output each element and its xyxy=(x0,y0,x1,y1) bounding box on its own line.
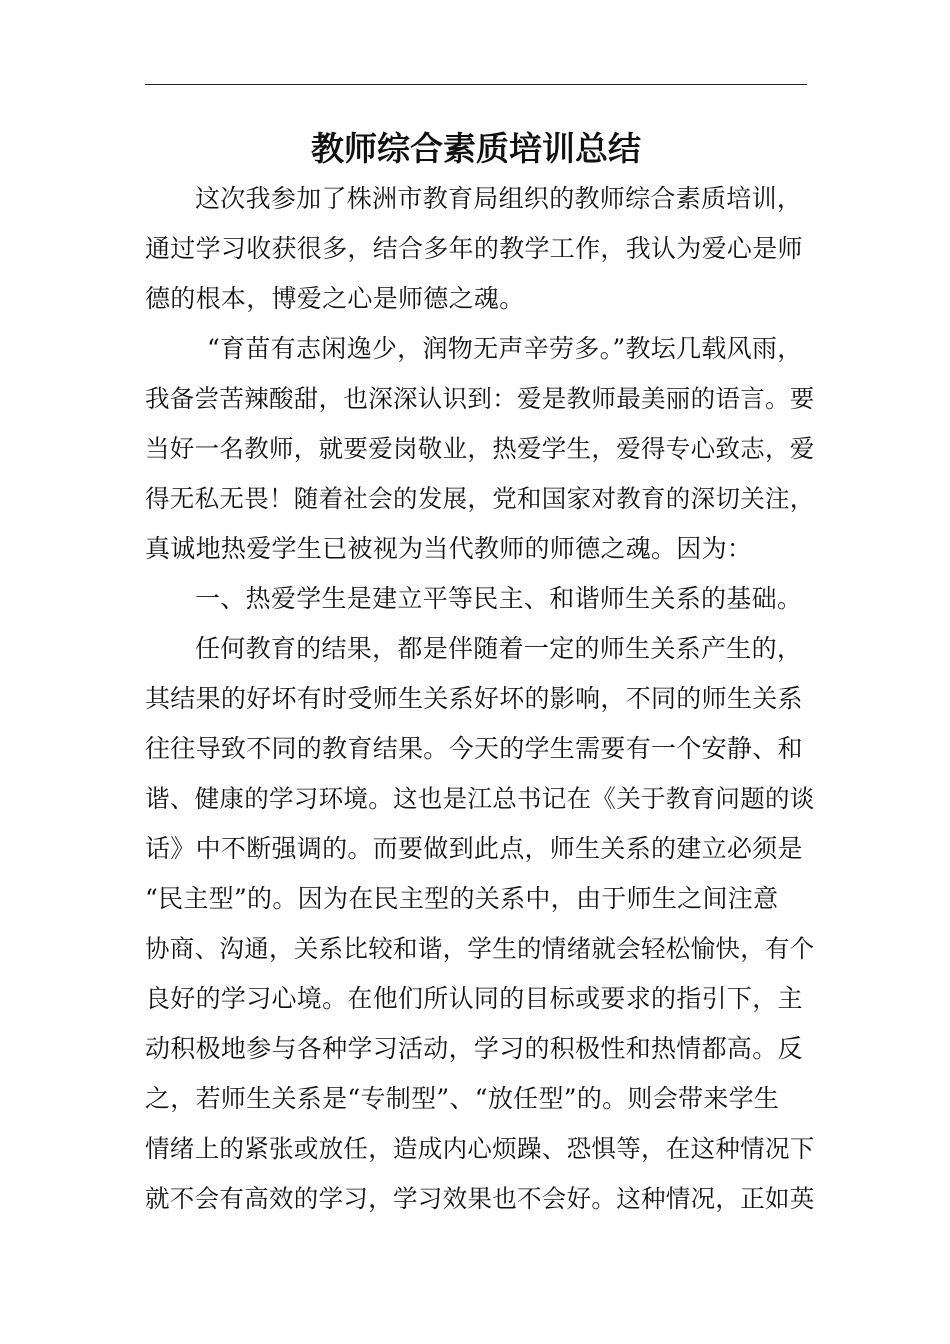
paragraph-line: 良好的学习心境。在他们所认同的目标或要求的指引下，主 xyxy=(145,984,803,1013)
paragraph-line: 其结果的好坏有时受师生关系好坏的影响，不同的师生关系 xyxy=(145,684,803,713)
paragraph-line: “育苗有志闲逸少，润物无声辛劳多。”教坛几载风雨， xyxy=(207,334,803,363)
paragraph-line: 谐、健康的学习环境。这也是江总书记在《关于教育问题的谈 xyxy=(145,784,815,813)
paragraph-line: 话》中不断强调的。而要做到此点，师生关系的建立必须是 xyxy=(145,834,803,863)
paragraph-line: 当好一名教师，就要爱岗敬业，热爱学生，爱得专心致志，爱 xyxy=(145,434,815,463)
paragraph-line: 通过学习收获很多，结合多年的教学工作，我认为爱心是师 xyxy=(145,234,803,263)
paragraph-line: 这次我参加了株洲市教育局组织的教师综合素质培训， xyxy=(195,184,803,213)
paragraph-line: 情绪上的紧张或放任，造成内心烦躁、恐惧等，在这种情况下 xyxy=(145,1134,815,1163)
paragraph-line: 往往导致不同的教育结果。今天的学生需要有一个安静、和 xyxy=(145,734,803,763)
paragraph-line: 真诚地热爱学生已被视为当代教师的师德之魂。因为： xyxy=(145,534,753,563)
paragraph-line: 就不会有高效的学习，学习效果也不会好。这种情况，正如英 xyxy=(145,1184,815,1213)
paragraph-line: “民主型”的。因为在民主型的关系中，由于师生之间注意 xyxy=(145,884,779,913)
header-rule xyxy=(145,84,807,85)
paragraph-line: 之，若师生关系是“专制型”、“放任型”的。则会带来学生 xyxy=(145,1084,780,1113)
paragraph-line: 德的根本，博爱之心是师德之魂。 xyxy=(145,284,525,313)
section-heading: 一、热爱学生是建立平等民主、和谐师生关系的基础。 xyxy=(195,584,803,613)
paragraph-line: 我备尝苦辣酸甜，也深深认识到：爱是教师最美丽的语言。要 xyxy=(145,384,815,413)
paragraph-line: 得无私无畏！随着社会的发展，党和国家对教育的深切关注， xyxy=(145,484,815,513)
page-title: 教师综合素质培训总结 xyxy=(311,129,641,168)
paragraph-line: 协商、沟通，关系比较和谐，学生的情绪就会轻松愉快，有个 xyxy=(145,934,815,963)
paragraph-line: 动积极地参与各种学习活动，学习的积极性和热情都高。反 xyxy=(145,1034,803,1063)
paragraph-line: 任何教育的结果，都是伴随着一定的师生关系产生的， xyxy=(195,634,803,663)
